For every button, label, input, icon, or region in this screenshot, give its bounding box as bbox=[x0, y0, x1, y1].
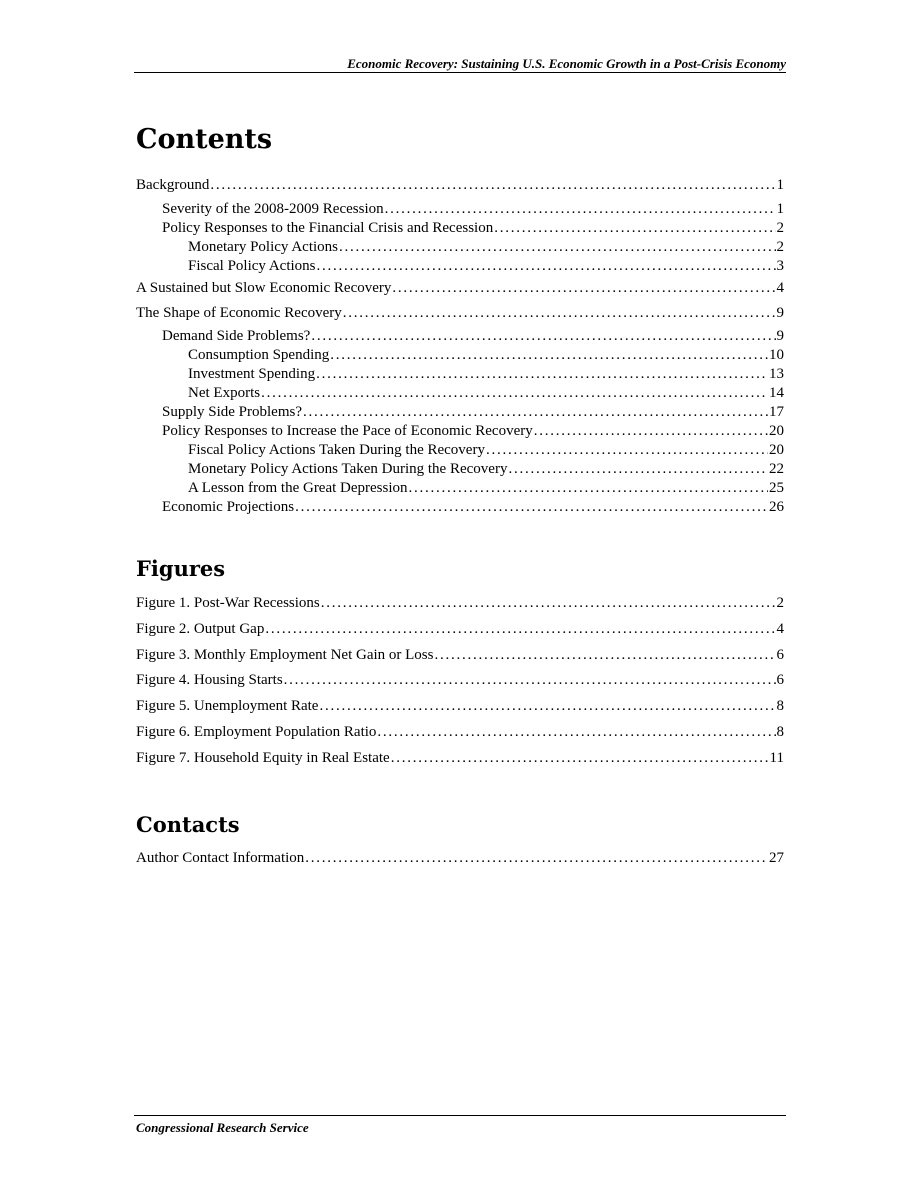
dot-leader bbox=[311, 327, 775, 346]
dot-leader bbox=[317, 257, 776, 276]
toc-entry-title: A Lesson from the Great Depression bbox=[188, 480, 408, 496]
dot-leader bbox=[210, 176, 775, 195]
toc-entry-page: 26 bbox=[769, 499, 784, 515]
figure-entry-page: 8 bbox=[776, 724, 784, 740]
toc-entry-page: 14 bbox=[769, 385, 784, 401]
dot-leader bbox=[534, 422, 768, 441]
toc-entry-page: 4 bbox=[776, 280, 784, 296]
dot-leader bbox=[392, 279, 775, 298]
toc-entry-title: Supply Side Problems? bbox=[162, 404, 303, 420]
toc-entry[interactable] bbox=[136, 441, 784, 460]
figure-entry-title: Figure 4. Housing Starts bbox=[136, 672, 283, 688]
figure-entry[interactable] bbox=[136, 749, 784, 768]
toc-entry-page: 1 bbox=[776, 201, 784, 217]
toc-entry-title: Investment Spending bbox=[188, 366, 316, 382]
toc-entry-page: 20 bbox=[769, 423, 784, 439]
dot-leader bbox=[330, 346, 768, 365]
running-header: Economic Recovery: Sustaining U.S. Economic Growth in a Post-Crisis Economy bbox=[347, 56, 786, 71]
figure-entry-title: Figure 6. Employment Population Ratio bbox=[136, 724, 377, 740]
header-rule bbox=[134, 72, 786, 73]
contact-entry-page: 27 bbox=[769, 850, 784, 866]
dot-leader bbox=[265, 620, 775, 639]
dot-leader bbox=[391, 749, 769, 768]
figure-entry[interactable] bbox=[136, 723, 784, 742]
dot-leader bbox=[319, 697, 775, 716]
figure-entry[interactable] bbox=[136, 646, 784, 665]
figure-entry[interactable] bbox=[136, 671, 784, 690]
toc-entry[interactable] bbox=[136, 257, 784, 276]
toc-entry-title: Severity of the 2008-2009 Recession bbox=[162, 201, 384, 217]
toc-entry[interactable] bbox=[136, 422, 784, 441]
figure-entry-title: Figure 2. Output Gap bbox=[136, 621, 265, 637]
dot-leader bbox=[295, 498, 768, 517]
figure-entry-page: 11 bbox=[769, 750, 784, 766]
figure-entry-page: 6 bbox=[776, 672, 784, 688]
contents-heading: Contents bbox=[136, 124, 273, 155]
toc-entry[interactable] bbox=[136, 238, 784, 257]
dot-leader bbox=[494, 219, 775, 238]
toc-entry-page: 25 bbox=[769, 480, 784, 496]
dot-leader bbox=[486, 441, 768, 460]
toc-entry[interactable] bbox=[136, 346, 784, 365]
toc-entry[interactable] bbox=[136, 498, 784, 517]
toc-entry-page: 3 bbox=[776, 258, 784, 274]
dot-leader bbox=[261, 384, 768, 403]
figure-entry-title: Figure 1. Post-War Recessions bbox=[136, 595, 320, 611]
dot-leader bbox=[385, 200, 776, 219]
footer-publisher: Congressional Research Service bbox=[136, 1120, 309, 1135]
figure-entry-title: Figure 7. Household Equity in Real Estate bbox=[136, 750, 390, 766]
toc-entry[interactable] bbox=[136, 279, 784, 298]
toc-entry-page: 17 bbox=[769, 404, 784, 420]
toc-entry-page: 20 bbox=[769, 442, 784, 458]
figure-entry-title: Figure 5. Unemployment Rate bbox=[136, 698, 319, 714]
toc-entry[interactable] bbox=[136, 176, 784, 195]
dot-leader bbox=[508, 460, 768, 479]
dot-leader bbox=[409, 479, 768, 498]
toc-entry-page: 2 bbox=[776, 220, 784, 236]
dot-leader bbox=[434, 646, 775, 665]
figure-entry[interactable] bbox=[136, 697, 784, 716]
toc-entry-title: A Sustained but Slow Economic Recovery bbox=[136, 280, 392, 296]
toc-entry-title: Fiscal Policy Actions bbox=[188, 258, 316, 274]
toc-entry-title: Economic Projections bbox=[162, 499, 295, 515]
contact-entry-title: Author Contact Information bbox=[136, 850, 305, 866]
dot-leader bbox=[339, 238, 776, 257]
toc-entry-page: 9 bbox=[776, 305, 784, 321]
toc-entry-title: Demand Side Problems? bbox=[162, 328, 311, 344]
toc-entry[interactable] bbox=[136, 365, 784, 384]
toc-entry-title: Policy Responses to Increase the Pace of Economic Recovery bbox=[162, 423, 533, 439]
dot-leader bbox=[303, 403, 768, 422]
toc-entry-page: 9 bbox=[776, 328, 784, 344]
dot-leader bbox=[284, 671, 776, 690]
toc-entry-title: Fiscal Policy Actions Taken During the Recovery bbox=[188, 442, 485, 458]
toc-entry-page: 1 bbox=[776, 177, 784, 193]
figure-entry-page: 2 bbox=[776, 595, 784, 611]
toc-entry-page: 10 bbox=[769, 347, 784, 363]
contacts-heading: Contacts bbox=[136, 812, 240, 837]
figure-entry-page: 6 bbox=[776, 647, 784, 663]
toc-entry-page: 13 bbox=[769, 366, 784, 382]
figure-entry-page: 4 bbox=[776, 621, 784, 637]
toc-entry-title: Consumption Spending bbox=[188, 347, 330, 363]
toc-entry[interactable] bbox=[136, 304, 784, 323]
dot-leader bbox=[321, 594, 776, 613]
toc-entry-title: Background bbox=[136, 177, 210, 193]
toc-entry-page: 2 bbox=[776, 239, 784, 255]
figure-entry-title: Figure 3. Monthly Employment Net Gain or Loss bbox=[136, 647, 434, 663]
toc-entry[interactable] bbox=[136, 327, 784, 346]
toc-entry[interactable] bbox=[136, 200, 784, 219]
dot-leader bbox=[305, 849, 768, 868]
toc-entry[interactable] bbox=[136, 219, 784, 238]
toc-entry[interactable] bbox=[136, 384, 784, 403]
figure-entry[interactable] bbox=[136, 594, 784, 613]
footer-rule bbox=[134, 1115, 786, 1116]
toc-entry-title: Monetary Policy Actions Taken During the Recovery bbox=[188, 461, 508, 477]
toc-entry-title: Monetary Policy Actions bbox=[188, 239, 338, 255]
figure-entry[interactable] bbox=[136, 620, 784, 639]
toc-entry-title: Net Exports bbox=[188, 385, 261, 401]
dot-leader bbox=[343, 304, 776, 323]
toc-entry[interactable] bbox=[136, 403, 784, 422]
dot-leader bbox=[316, 365, 768, 384]
toc-entry-title: Policy Responses to the Financial Crisis and Recession bbox=[162, 220, 494, 236]
toc-entry[interactable] bbox=[136, 479, 784, 498]
toc-entry-page: 22 bbox=[769, 461, 784, 477]
figure-entry-page: 8 bbox=[776, 698, 784, 714]
toc-entry[interactable] bbox=[136, 460, 784, 479]
figures-heading: Figures bbox=[136, 556, 226, 581]
contact-entry[interactable] bbox=[136, 849, 784, 868]
dot-leader bbox=[377, 723, 775, 742]
toc-entry-title: The Shape of Economic Recovery bbox=[136, 305, 342, 321]
